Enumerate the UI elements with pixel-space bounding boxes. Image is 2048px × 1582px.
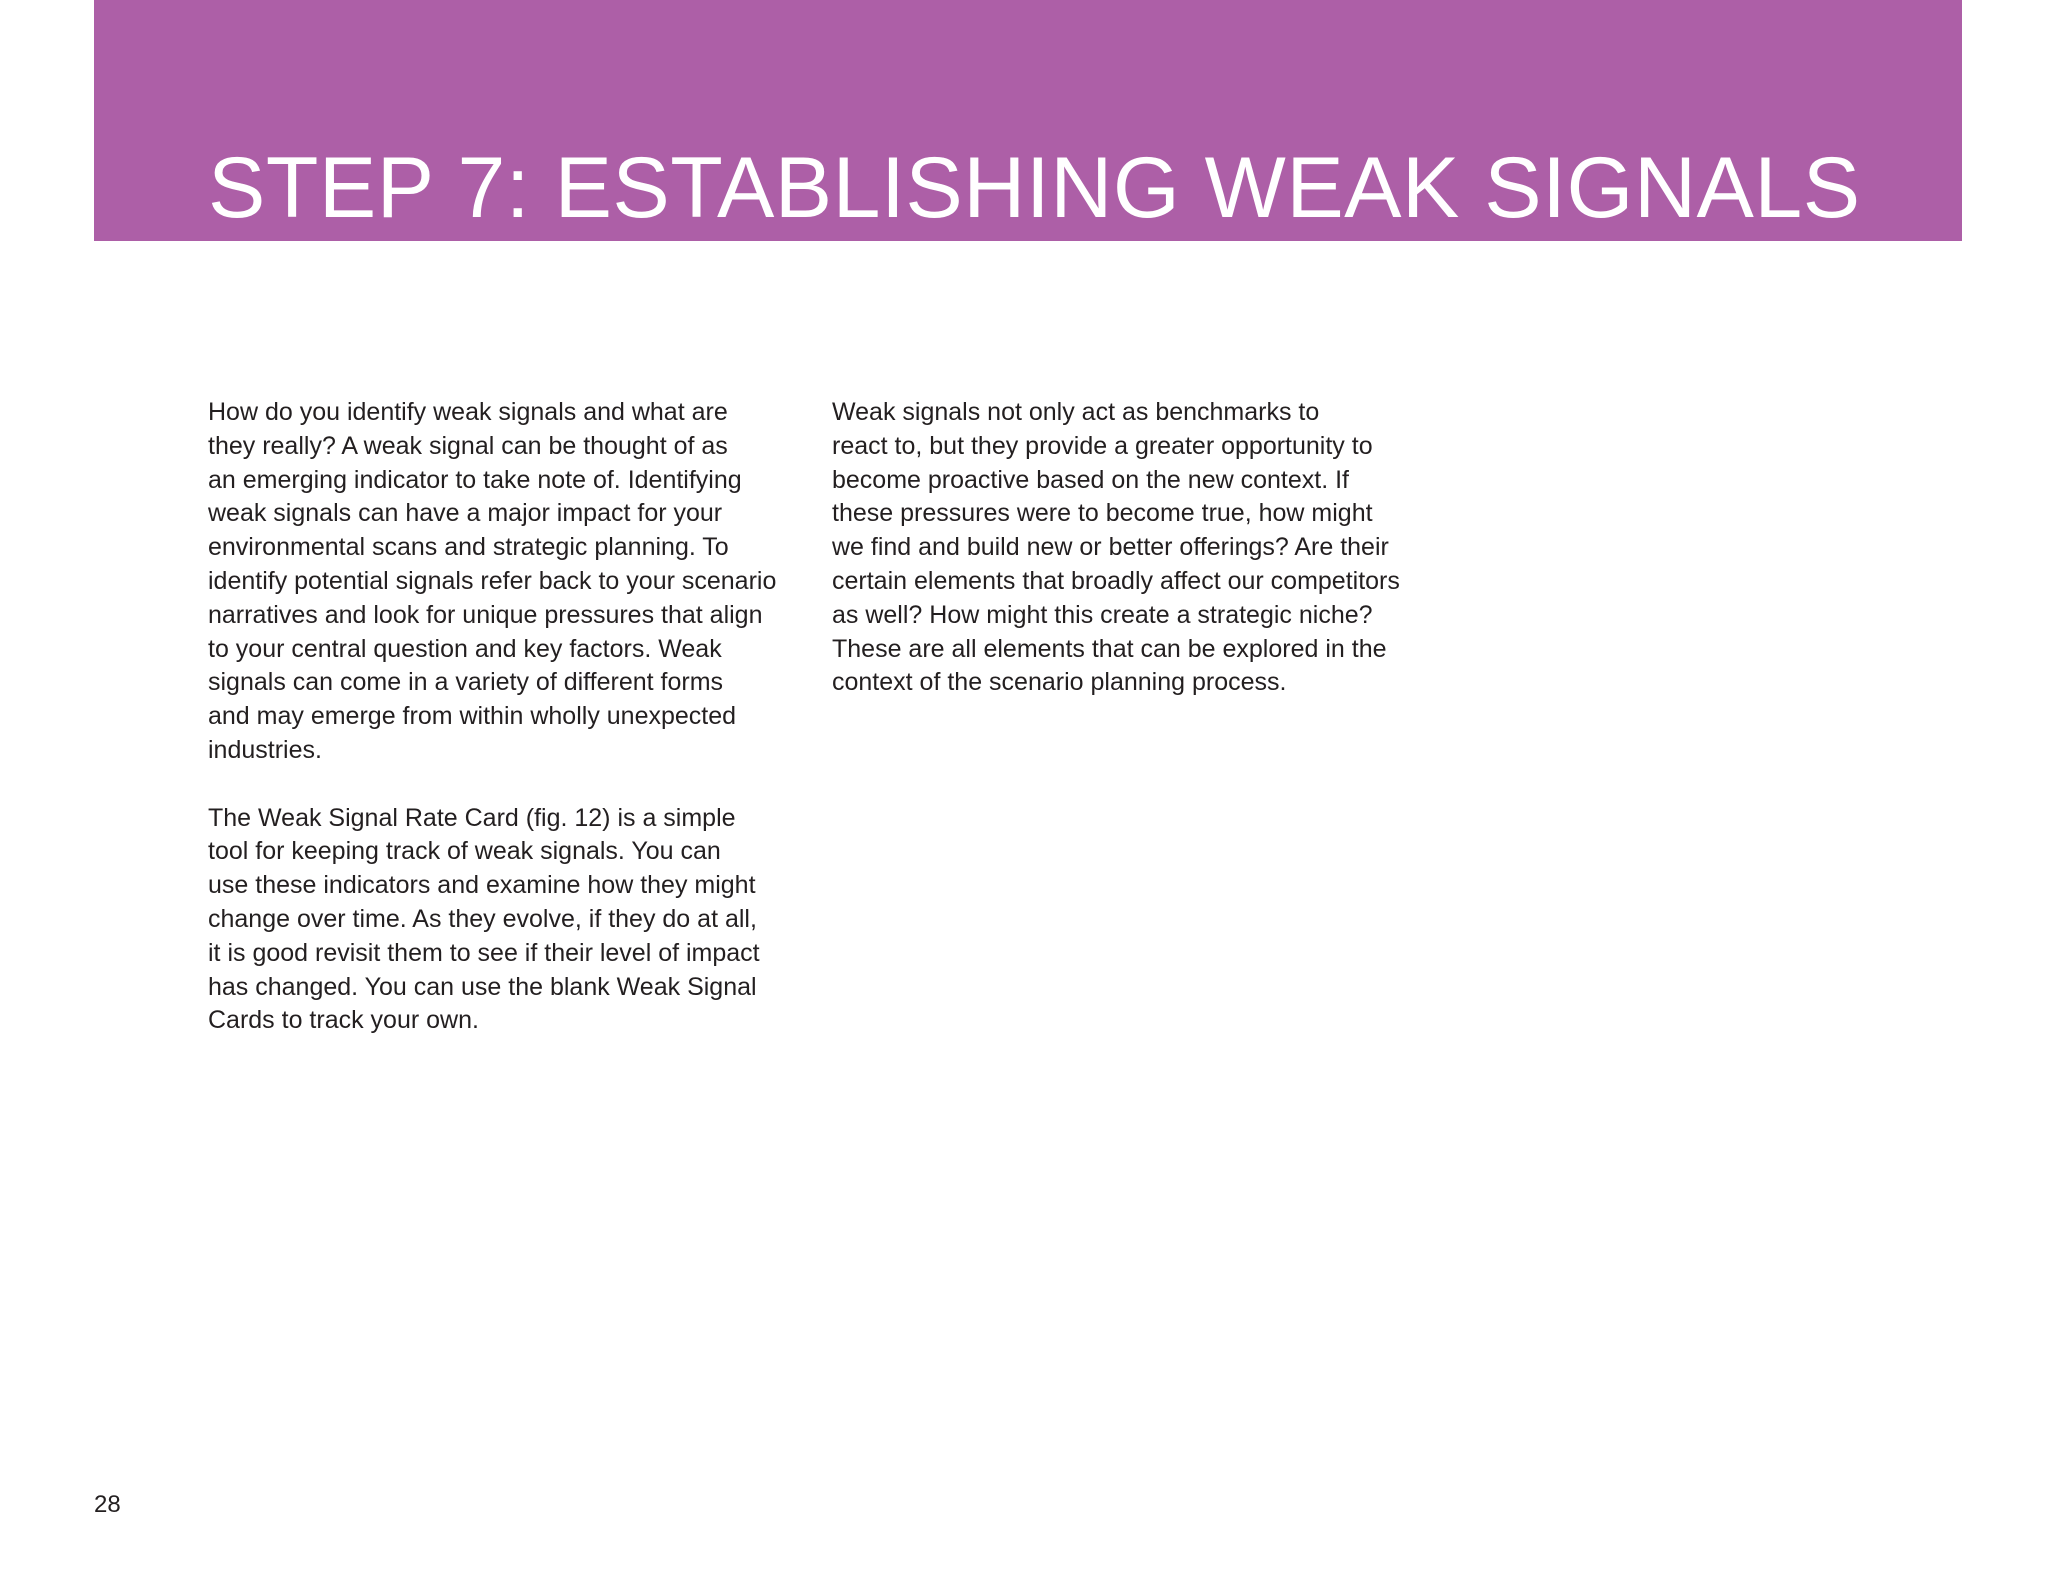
text-line: has changed. You can use the blank Weak Signal — [208, 972, 757, 1001]
left-column — [208, 396, 808, 1072]
text-line: become proactive based on the new context. If — [832, 465, 1349, 494]
text-line: certain elements that broadly affect our competitors — [832, 566, 1400, 595]
text-line: The Weak Signal Rate Card (fig. 12) is a simple — [208, 803, 736, 832]
text-line: we find and build new or better offerings? Are their — [832, 533, 1389, 562]
text-line: as well? How might this create a strategic niche? — [832, 600, 1373, 629]
text-line: an emerging indicator to take note of. Identifying — [208, 465, 742, 494]
text-line: context of the scenario planning process. — [832, 668, 1287, 697]
text-line: environmental scans and strategic planning. To — [208, 533, 729, 562]
text-line: narratives and look for unique pressures that align — [208, 600, 763, 629]
text-line: it is good revisit them to see if their level of impact — [208, 938, 760, 967]
text-line: tool for keeping track of weak signals. You can — [208, 837, 721, 866]
text-line: react to, but they provide a greater opportunity to — [832, 431, 1373, 460]
page-title: STEP 7: ESTABLISHING WEAK SIGNALS — [208, 140, 1861, 236]
text-line: to your central question and key factors. Weak — [208, 634, 722, 663]
text-line: change over time. As they evolve, if they do at all, — [208, 904, 757, 933]
header-band — [94, 0, 1962, 241]
paragraph-rate-card — [208, 802, 808, 1039]
page-number: 28 — [94, 1491, 121, 1518]
text-line: How do you identify weak signals and what are — [208, 398, 728, 426]
right-column — [832, 396, 1442, 734]
text-line: industries. — [208, 735, 322, 764]
text-line: These are all elements that can be explored in the — [832, 634, 1387, 663]
text-line: use these indicators and examine how they might — [208, 871, 756, 900]
text-line: identify potential signals refer back to your scenario — [208, 566, 777, 595]
text-line: Weak signals not only act as benchmarks to — [832, 398, 1320, 426]
text-line: these pressures were to become true, how might — [832, 499, 1373, 528]
paragraph-identify-weak-signals — [208, 396, 808, 768]
text-line: and may emerge from within wholly unexpected — [208, 702, 737, 731]
text-line: weak signals can have a major impact for your — [208, 499, 723, 528]
text-line: Cards to track your own. — [208, 1006, 479, 1035]
text-line: they really? A weak signal can be thought of as — [208, 431, 728, 460]
text-line: signals can come in a variety of different forms — [208, 668, 724, 697]
paragraph-benchmarks — [832, 396, 1442, 700]
